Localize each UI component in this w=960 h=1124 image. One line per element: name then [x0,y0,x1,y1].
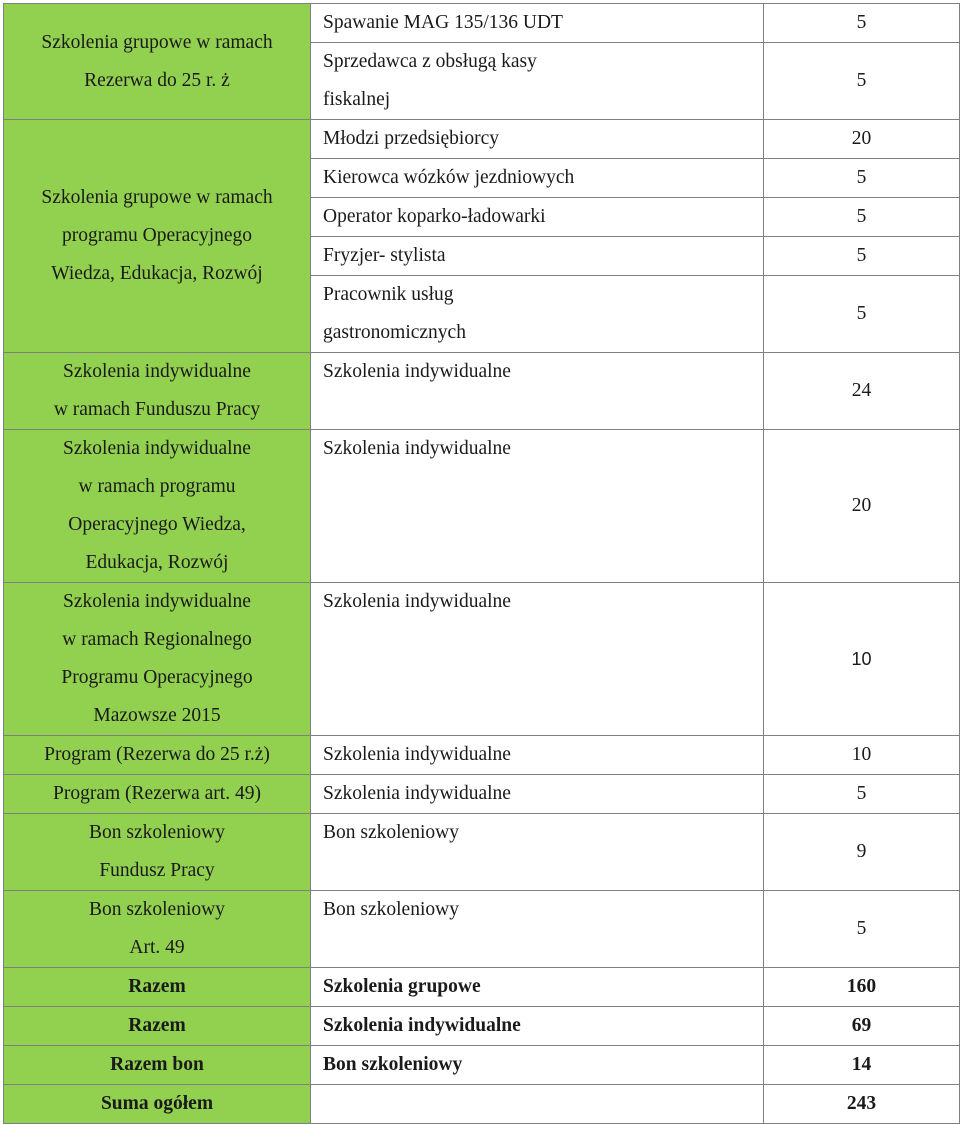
course-name-line: Spawanie MAG 135/136 UDT [323,12,563,33]
total-label-cell: Suma ogółem [4,1085,311,1124]
table-row [4,353,960,430]
table-row [4,120,960,159]
table-row [4,4,960,43]
participants-count-cell: 20 [764,120,960,159]
course-name-cell: Szkolenia indywidualne [311,353,764,430]
total-type-cell: Bon szkoleniowy [311,1046,764,1085]
total-type-cell: Szkolenia indywidualne [311,1007,764,1046]
category-cell [4,814,311,891]
category-line: Szkolenia grupowe w ramach [41,31,273,53]
table-row [4,430,960,583]
total-label-cell: Razem [4,1007,311,1046]
course-name-cell: Bon szkoleniowy [311,891,764,968]
category-line: Programu Operacyjnego [61,667,253,688]
participants-count-cell: 5 [764,276,960,353]
category-line: Szkolenia indywidualne [63,438,251,459]
group-program-category-cell [4,120,311,353]
category-line: Szkolenia indywidualne [63,591,251,612]
total-value-cell: 14 [764,1046,960,1085]
category-line: Art. 49 [129,937,185,958]
category-cell [4,583,311,736]
participants-count-cell: 9 [764,814,960,891]
total-label-cell: Razem [4,968,311,1007]
course-name-line: fiskalnej [323,89,391,110]
table-row [4,583,960,736]
category-line: programu Operacyjnego [61,225,253,246]
participants-count-cell: 5 [764,237,960,276]
category-line: Bon szkoleniowy [89,822,225,843]
total-type-cell [311,1085,764,1124]
course-name-line: Sprzedawca z obsługą kasy [323,51,537,72]
category-line: Wiedza, Edukacja, Rozwój [51,263,263,284]
participants-count-cell: 10 [764,583,960,736]
category-cell [4,891,311,968]
participants-count-cell: 5 [764,891,960,968]
total-row [4,1007,960,1046]
course-name-cell [311,237,764,276]
course-name-cell [311,276,764,353]
category-line: Edukacja, Rozwój [85,552,229,573]
participants-count-cell: 5 [764,43,960,120]
participants-count-cell: 5 [764,4,960,43]
total-value-cell: 243 [764,1085,960,1124]
participants-count-cell: 5 [764,198,960,237]
table-row [4,891,960,968]
course-name-line: Pracownik usług [323,284,454,305]
course-name-cell [311,198,764,237]
category-line: Operacyjnego Wiedza, [68,514,246,535]
table-row [4,814,960,891]
course-name-cell: Bon szkoleniowy [311,814,764,891]
training-summary-table [3,3,960,1124]
participants-count-cell: 5 [764,775,960,814]
course-name-cell: Szkolenia indywidualne [311,736,764,775]
category-line: w ramach Funduszu Pracy [53,399,261,420]
total-row [4,968,960,1007]
category-line: Szkolenia indywidualne [63,361,251,382]
course-name-cell [311,159,764,198]
total-label-cell: Razem bon [4,1046,311,1085]
category-line: w ramach Regionalnego [62,629,252,650]
category-line: Szkolenia grupowe w ramach [41,187,273,208]
table-body [4,4,960,1124]
category-cell [4,430,311,583]
participants-count-cell: 24 [764,353,960,430]
course-name-cell: Szkolenia indywidualne [311,583,764,736]
category-cell: Program (Rezerwa art. 49) [4,775,311,814]
total-row [4,1046,960,1085]
participants-count-cell: 5 [764,159,960,198]
course-name-cell: Szkolenia indywidualne [311,430,764,583]
category-line: w ramach programu [78,476,236,497]
table-row [4,736,960,775]
category-cell [4,353,311,430]
total-type-cell: Szkolenia grupowe [311,968,764,1007]
course-name-line: Młodzi przedsiębiorcy [323,128,499,149]
course-name-line: Fryzjer- stylista [323,245,446,266]
course-name-cell [311,120,764,159]
participants-count-cell: 20 [764,430,960,583]
course-name-line: Kierowca wózków jezdniowych [323,167,575,188]
category-line: Fundusz Pracy [99,860,215,881]
category-line: Rezerwa do 25 r. ż [84,69,230,91]
course-name-cell [311,43,764,120]
table-row [4,775,960,814]
course-name-cell: Szkolenia indywidualne [311,775,764,814]
group-reserve-category-cell [4,4,311,120]
participants-count-cell: 10 [764,736,960,775]
course-name-line: gastronomicznych [323,322,466,343]
category-cell: Program (Rezerwa do 25 r.ż) [4,736,311,775]
total-value-cell: 160 [764,968,960,1007]
total-row [4,1085,960,1124]
category-line: Mazowsze 2015 [93,705,221,726]
total-value-cell: 69 [764,1007,960,1046]
category-line: Bon szkoleniowy [89,899,225,920]
course-name-cell [311,4,764,43]
course-name-line: Operator koparko-ładowarki [323,206,546,227]
